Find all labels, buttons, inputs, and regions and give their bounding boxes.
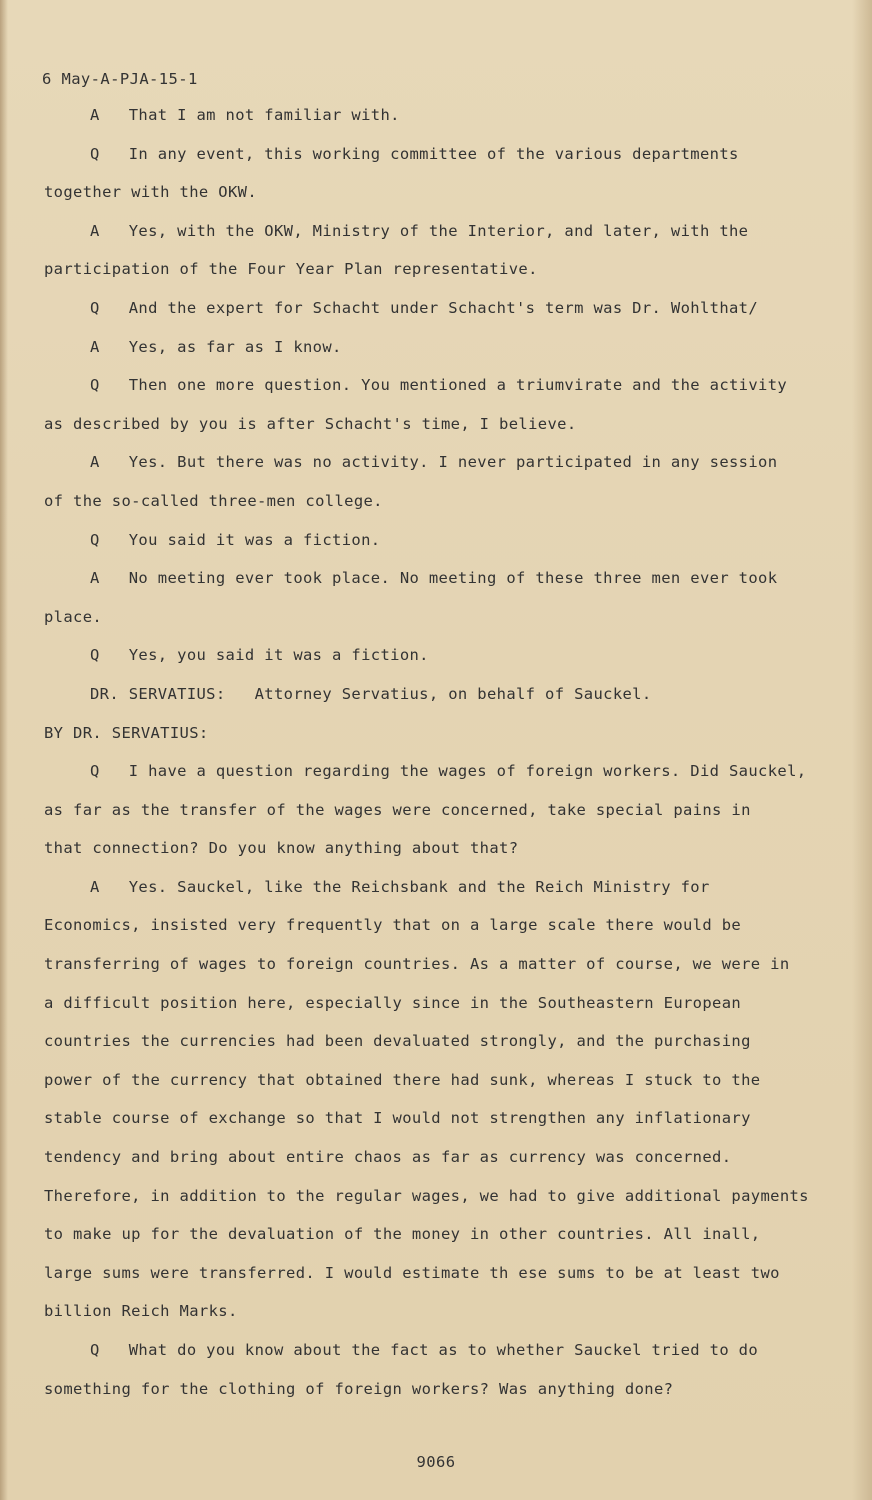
continuation-line: that connection? Do you know anything about that? bbox=[44, 839, 519, 858]
transcript-text bbox=[44, 96, 824, 1408]
continuation-line: participation of the Four Year Plan representative. bbox=[44, 260, 538, 279]
continuation-line: as described by you is after Schacht's time, I believe. bbox=[44, 414, 577, 433]
continuation-line: a difficult position here, especially since in the Southeastern European bbox=[44, 993, 742, 1012]
speaker-line: DR. SERVATIUS: Attorney Servatius, on behalf of Sauckel. bbox=[90, 684, 652, 703]
continuation-line: large sums were transferred. I would estimate th ese sums to be at least two bbox=[44, 1263, 780, 1282]
page-number: 9066 bbox=[416, 1453, 456, 1471]
continuation-line: Therefore, in addition to the regular wages, we had to give additional payments bbox=[44, 1186, 809, 1205]
continuation-line: something for the clothing of foreign workers? Was anything done? bbox=[44, 1379, 674, 1398]
question-line: Q What do you know about the fact as to whether Sauckel tried to do bbox=[90, 1341, 759, 1359]
question-line: Q Then one more question. You mentioned a triumvirate and the activity bbox=[90, 376, 788, 395]
continuation-line: billion Reich Marks. bbox=[44, 1302, 238, 1321]
answer-line: A Yes, as far as I know. bbox=[90, 337, 342, 356]
question-line: Q You said it was a fiction. bbox=[90, 530, 381, 549]
continuation-line: together with the OKW. bbox=[44, 183, 257, 202]
page-header: 6 May-A-PJA-15-1 bbox=[42, 70, 198, 88]
continuation-line: transferring of wages to foreign countries. As a matter of course, we were in bbox=[44, 955, 790, 974]
answer-line: A Yes, with the OKW, Ministry of the Interior, and later, with the bbox=[90, 221, 749, 240]
continuation-line: tendency and bring about entire chaos as far as currency was concerned. bbox=[44, 1148, 732, 1167]
question-line: Q And the expert for Schacht under Schacht's term was Dr. Wohlthat/ bbox=[90, 298, 759, 317]
continuation-line: countries the currencies had been devaluated strongly, and the purchasing bbox=[44, 1032, 751, 1051]
continuation-line: of the so-called three-men college. bbox=[44, 491, 383, 510]
section-heading: BY DR. SERVATIUS: bbox=[44, 723, 209, 742]
continuation-line: as far as the transfer of the wages were concerned, take special pains in bbox=[44, 800, 751, 819]
answer-line: A Yes. But there was no activity. I never participated in any session bbox=[90, 453, 778, 472]
answer-line: A Yes. Sauckel, like the Reichsbank and the Reich Ministry for bbox=[90, 877, 710, 896]
continuation-line: stable course of exchange so that I would not strengthen any inflationary bbox=[44, 1109, 751, 1128]
continuation-line: power of the currency that obtained there had sunk, whereas I stuck to the bbox=[44, 1070, 761, 1089]
continuation-line: Economics, insisted very frequently that on a large scale there would be bbox=[44, 916, 742, 935]
question-line: Q In any event, this working committee of the various departments bbox=[90, 144, 739, 163]
question-line: Q I have a question regarding the wages of foreign workers. Did Sauckel, bbox=[90, 762, 807, 781]
answer-line: A That I am not familiar with. bbox=[90, 106, 400, 124]
continuation-line: place. bbox=[44, 607, 103, 626]
question-line: Q Yes, you said it was a fiction. bbox=[90, 646, 429, 665]
continuation-line: to make up for the devaluation of the money in other countries. All inall, bbox=[44, 1225, 761, 1244]
answer-line: A No meeting ever took place. No meeting of these three men ever took bbox=[90, 569, 778, 588]
